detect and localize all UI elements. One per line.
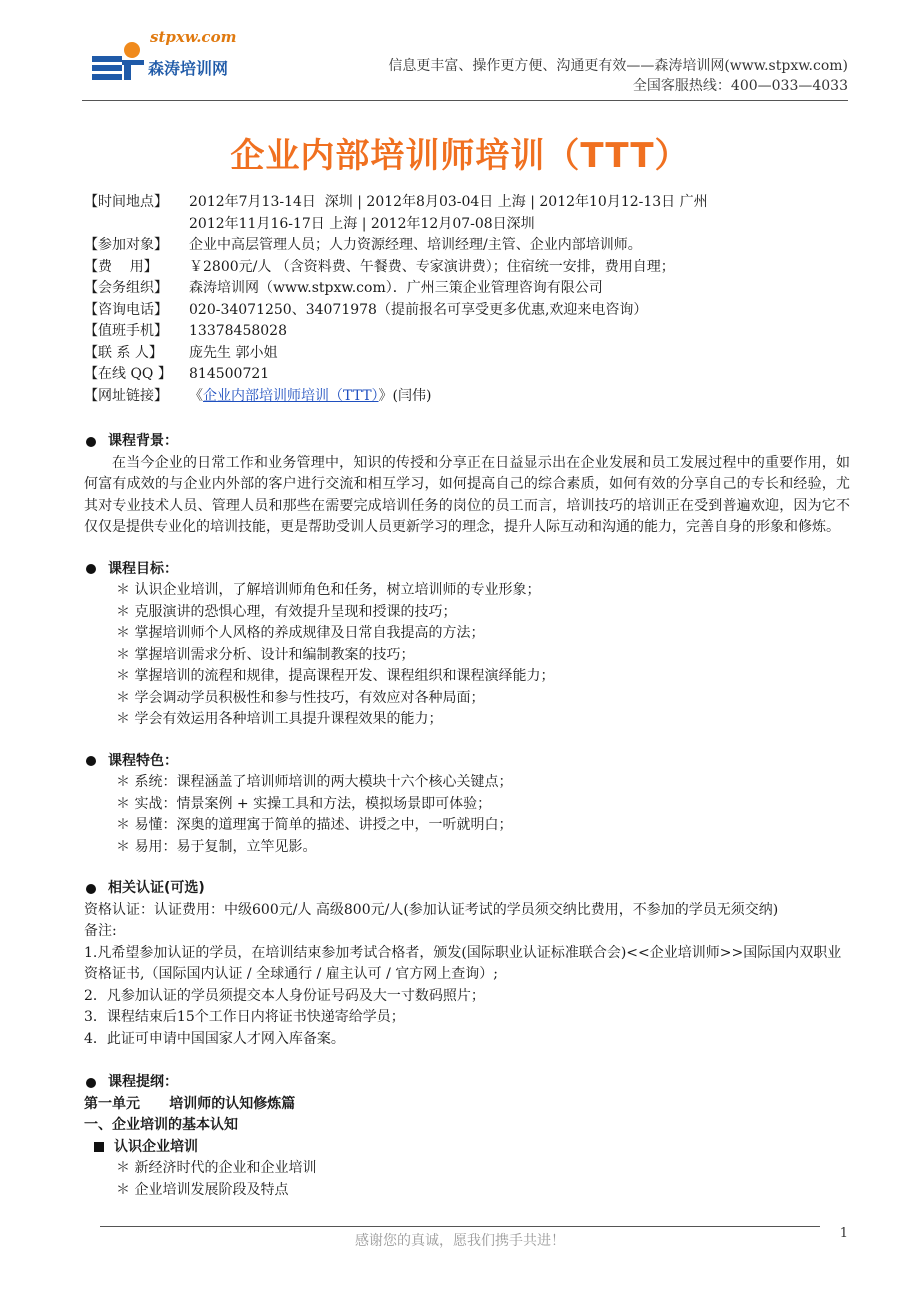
- page-number: 1: [839, 1226, 848, 1241]
- link-prefix: 《: [189, 387, 203, 404]
- subsection-title: 认识企业培训: [114, 1138, 198, 1155]
- goals-heading: [84, 559, 850, 581]
- info-value: 020-34071250、34071978（提前报名可享受更多优惠,欢迎来电咨询）: [189, 301, 648, 318]
- course-link[interactable]: 企业内部培训师培训（TTT）: [203, 387, 379, 404]
- info-row-time: [84, 192, 850, 235]
- bullet-icon: [86, 1078, 96, 1088]
- info-label: 【在线 QQ 】: [84, 366, 172, 382]
- logo-mark-icon: [92, 42, 148, 82]
- info-value: [189, 386, 850, 408]
- info-value: 13378458028: [189, 323, 287, 339]
- list-item: ＊ 系统：课程涵盖了培训师培训的两大模块十六个核心关键点；: [116, 774, 513, 790]
- cert-line: 备注:: [84, 923, 117, 939]
- cert-line: 资格认证：认证费用：中级600元/人 高级800元/人(参加认证考试的学员须交纳比费用，不参加的学员无须交纳): [84, 901, 779, 918]
- bullet-icon: [86, 437, 96, 447]
- info-value: 2012年7月13-14日 深圳 | 2012年8月03-04日 上海 | 2012年10月12-13日 广州 2012年11月16-17日 上海 | 2012年12月07-08日深圳: [189, 194, 708, 232]
- logo-url: stpxw.com: [150, 28, 237, 46]
- features-heading: [84, 751, 850, 773]
- bullet-icon: [86, 756, 96, 766]
- header-divider: [82, 100, 848, 101]
- info-row-phone: [84, 300, 850, 322]
- section-title: 课程特色：: [108, 752, 178, 769]
- hotline: 全国客服热线：400—033—4033: [632, 78, 848, 94]
- info-value: ￥2800元/人 （含资料费、午餐费、专家演讲费）；住宿统一安排，费用自理；: [189, 258, 675, 275]
- info-row-organizer: [84, 278, 850, 300]
- bullet-icon: [86, 884, 96, 894]
- background-text: 在当今企业的日常工作和业务管理中，知识的传授和分享正在日益显示出在企业发展和员工发展过程中的重要作用，如何富有成效的与企业内外部的客户进行交流和相互学习，如何提高自己的综合素质，如何有效的分享自己的专长和经验，尤其对专业技术人员、管理人员和那些在需要完成培训任务的岗位的员工而言，培训技巧的培训正在受到普遍欢迎，因为它不仅仅是提供专业化的培训技能，更是帮助受训人员更新学习的理念，提升人际互动和沟通的能力，完善自身的形象和修炼。: [84, 454, 850, 535]
- info-label: 【联 系 人】: [84, 344, 163, 361]
- goals-list: [84, 580, 850, 731]
- info-label: 【参加对象】: [84, 237, 168, 253]
- info-label: 【会务组织】: [84, 280, 168, 296]
- section-title: 课程背景：: [108, 433, 178, 449]
- cert-line: 4．此证可申请中国国家人才网入库备案。: [84, 1030, 345, 1047]
- cert-line: 3．课程结束后15个工作日内将证书快递寄给学员；: [84, 1009, 405, 1025]
- list-item: ＊ 掌握培训的流程和规律，提高课程开发、课程组织和课程演绎能力；: [116, 668, 555, 684]
- list-item: ＊ 克服演讲的恐惧心理，有效提升呈现和授课的技巧；: [116, 603, 457, 620]
- outline-unit: 第一单元 培训师的认知修炼篇: [84, 1095, 296, 1112]
- outline-subsection: [84, 1137, 850, 1159]
- logo[interactable]: [92, 28, 252, 88]
- cert-body: [84, 900, 850, 1051]
- header-tagline: [388, 56, 848, 96]
- info-label: 【时间地点】: [84, 194, 168, 210]
- info-value: 庞先生 郭小姐: [189, 344, 278, 361]
- outline-section: 一、企业培训的基本认知: [84, 1117, 238, 1133]
- features-list: [84, 772, 850, 858]
- info-value: 森涛培训网（www.stpxw.com）．广州三策企业管理咨询有限公司: [189, 280, 603, 296]
- tagline-line-1: 信息更丰富、操作更方便、沟通更有效——森涛培训网(www.stpxw.com): [388, 58, 848, 74]
- list-item: ＊ 学会调动学员积极性和参与性技巧，有效应对各种局面；: [116, 689, 485, 706]
- info-label: 【值班手机】: [84, 323, 168, 339]
- list-item: ＊ 掌握培训需求分析、设计和编制教案的技巧；: [116, 646, 415, 663]
- page-title: 企业内部培训师培训（TTT）: [230, 136, 690, 176]
- info-row-link: [84, 386, 850, 408]
- info-row-mobile: [84, 321, 850, 343]
- list-item: ＊ 学会有效运用各种培训工具提升课程效果的能力；: [116, 711, 443, 727]
- square-bullet-icon: [94, 1142, 104, 1152]
- info-label: 【费 用】: [84, 258, 158, 275]
- list-item: ＊ 实战：情景案例 + 实操工具和方法，模拟场景即可体验；: [116, 795, 492, 812]
- footer-text: 感谢您的真诚，愿我们携手共进！: [355, 1233, 565, 1249]
- background-heading: [84, 431, 850, 453]
- cert-heading: [84, 878, 850, 900]
- info-label: 【咨询电话】: [84, 301, 168, 318]
- page-header: [0, 0, 920, 110]
- list-item: ＊ 易懂：深奥的道理寓于简单的描述、讲授之中，一听就明白；: [116, 817, 513, 833]
- link-suffix: 》(闫伟): [378, 387, 432, 404]
- list-item: ＊ 认识企业培训，了解培训师角色和任务，树立培训师的专业形象；: [116, 582, 541, 598]
- cert-line: 2．凡参加认证的学员须提交本人身份证号码及大一寸数码照片；: [84, 987, 485, 1004]
- info-value: 814500721: [189, 366, 270, 382]
- info-block: [84, 192, 850, 407]
- bullet-icon: [86, 564, 96, 574]
- info-row-contact: [84, 343, 850, 365]
- list-item: ＊ 易用：易于复制，立竿见影。: [116, 838, 317, 855]
- info-value: 企业中高层管理人员；人力资源经理、培训经理/主管、企业内部培训师。: [189, 237, 642, 253]
- logo-name: 森涛培训网: [148, 59, 229, 78]
- info-label: 【网址链接】: [84, 387, 168, 404]
- document-body: [84, 192, 850, 1201]
- info-row-qq: [84, 364, 850, 386]
- info-row-audience: [84, 235, 850, 257]
- cert-line: 1.凡希望参加认证的学员，在培训结束参加考试合格者，颁发(国际职业认证标准联合会)<<企业培训师>>国际国内双职业资格证书,（国际国内认证 / 全球通行 / 雇主认可 / 官方网上查询）;: [84, 944, 842, 982]
- list-item: ＊ 掌握培训师个人风格的养成规律及日常自我提高的方法；: [116, 625, 485, 641]
- footer-divider: [100, 1226, 820, 1227]
- outline-heading: [84, 1072, 850, 1094]
- list-item: ＊ 企业培训发展阶段及特点: [116, 1181, 289, 1198]
- info-row-fee: [84, 257, 850, 279]
- section-title: 课程提纲：: [108, 1074, 178, 1090]
- list-item: ＊ 新经济时代的企业和企业培训: [116, 1160, 317, 1176]
- section-title: 相关认证(可选): [108, 880, 205, 896]
- section-title: 课程目标：: [108, 560, 178, 577]
